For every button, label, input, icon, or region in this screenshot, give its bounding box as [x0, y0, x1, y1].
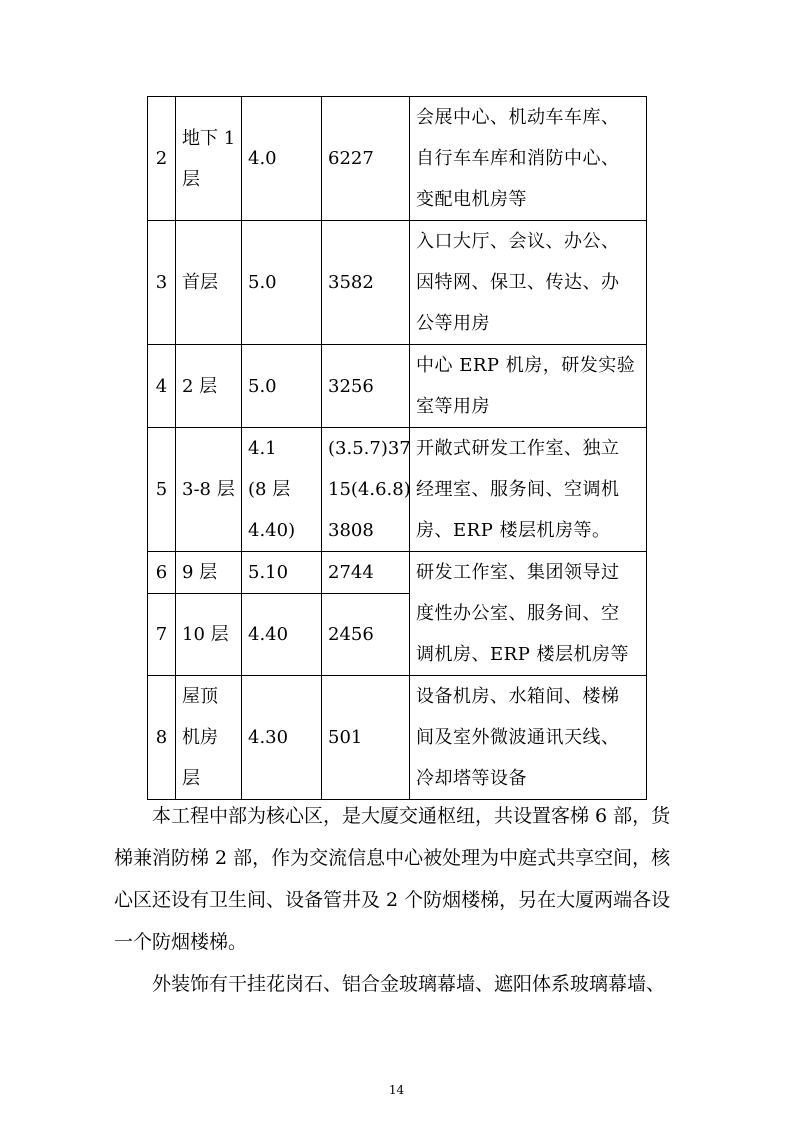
row-number: 5	[148, 428, 176, 552]
height-cell: 5.0	[242, 345, 322, 428]
height-cell: 4.30	[242, 676, 322, 800]
table-row	[148, 345, 647, 428]
usage-cell: 中心 ERP 机房，研发实验 室等用房	[410, 345, 647, 428]
floor-cell: 10 层	[176, 594, 242, 676]
row-number: 4	[148, 345, 176, 428]
usage-cell: 设备机房、水箱间、楼梯 间及室外微波通讯天线、 冷却塔等设备	[410, 676, 647, 800]
floor-cell: 9 层	[176, 552, 242, 594]
row-number: 3	[148, 221, 176, 345]
usage-cell: 研发工作室、集团领导过 度性办公室、服务间、空 调机房、ERP 楼层机房等	[410, 552, 647, 676]
page-number: 14	[388, 1083, 405, 1097]
floor-cell: 2 层	[176, 345, 242, 428]
usage-cell: 开敞式研发工作室、独立 经理室、服务间、空调机 房、ERP 楼层机房等。	[410, 428, 647, 552]
height-cell: 5.10	[242, 552, 322, 594]
table-row	[148, 676, 647, 800]
table-body	[148, 97, 647, 800]
height-cell: 4.0	[242, 97, 322, 221]
usage-cell: 入口大厅、会议、办公、 因特网、保卫、传达、办 公等用房	[410, 221, 647, 345]
floor-cell: 3-8 层	[176, 428, 242, 552]
area-cell: 501	[322, 676, 410, 800]
row-number: 7	[148, 594, 176, 676]
table-row	[148, 428, 647, 552]
area-cell: (3.5.7)37 15(4.6.8) 3808	[322, 428, 410, 552]
area-cell: 3582	[322, 221, 410, 345]
height-cell: 4.40	[242, 594, 322, 676]
height-cell: 5.0	[242, 221, 322, 345]
area-cell: 2744	[322, 552, 410, 594]
exterior-paragraph: 外装饰有干挂花岗石、铝合金玻璃幕墙、遮阳体系玻璃幕墙、	[114, 973, 666, 995]
area-cell: 3256	[322, 345, 410, 428]
core-area-paragraph: 本工程中部为核心区，是大厦交通枢纽，共设置客梯 6 部，货 梯兼消防梯 2 部，作为交流信息中心被处理为中庭式共享空间，核 心区还设有卫生间、设备管井及 2 个防烟楼梯，另在大厦两端各设 一个防烟楼梯。	[114, 805, 671, 953]
table-row	[148, 221, 647, 345]
floors-table	[147, 96, 647, 800]
area-cell: 6227	[322, 97, 410, 221]
area-cell: 2456	[322, 594, 410, 676]
table-row	[148, 552, 647, 594]
floor-cell: 地下 1 层	[176, 97, 242, 221]
row-number: 8	[148, 676, 176, 800]
height-cell: 4.1 (8 层 4.40)	[242, 428, 322, 552]
floor-cell: 首层	[176, 221, 242, 345]
usage-cell: 会展中心、机动车车库、 自行车车库和消防中心、 变配电机房等	[410, 97, 647, 221]
table-row	[148, 97, 647, 221]
floor-cell: 屋顶 机房 层	[176, 676, 242, 800]
row-number: 6	[148, 552, 176, 594]
row-number: 2	[148, 97, 176, 221]
